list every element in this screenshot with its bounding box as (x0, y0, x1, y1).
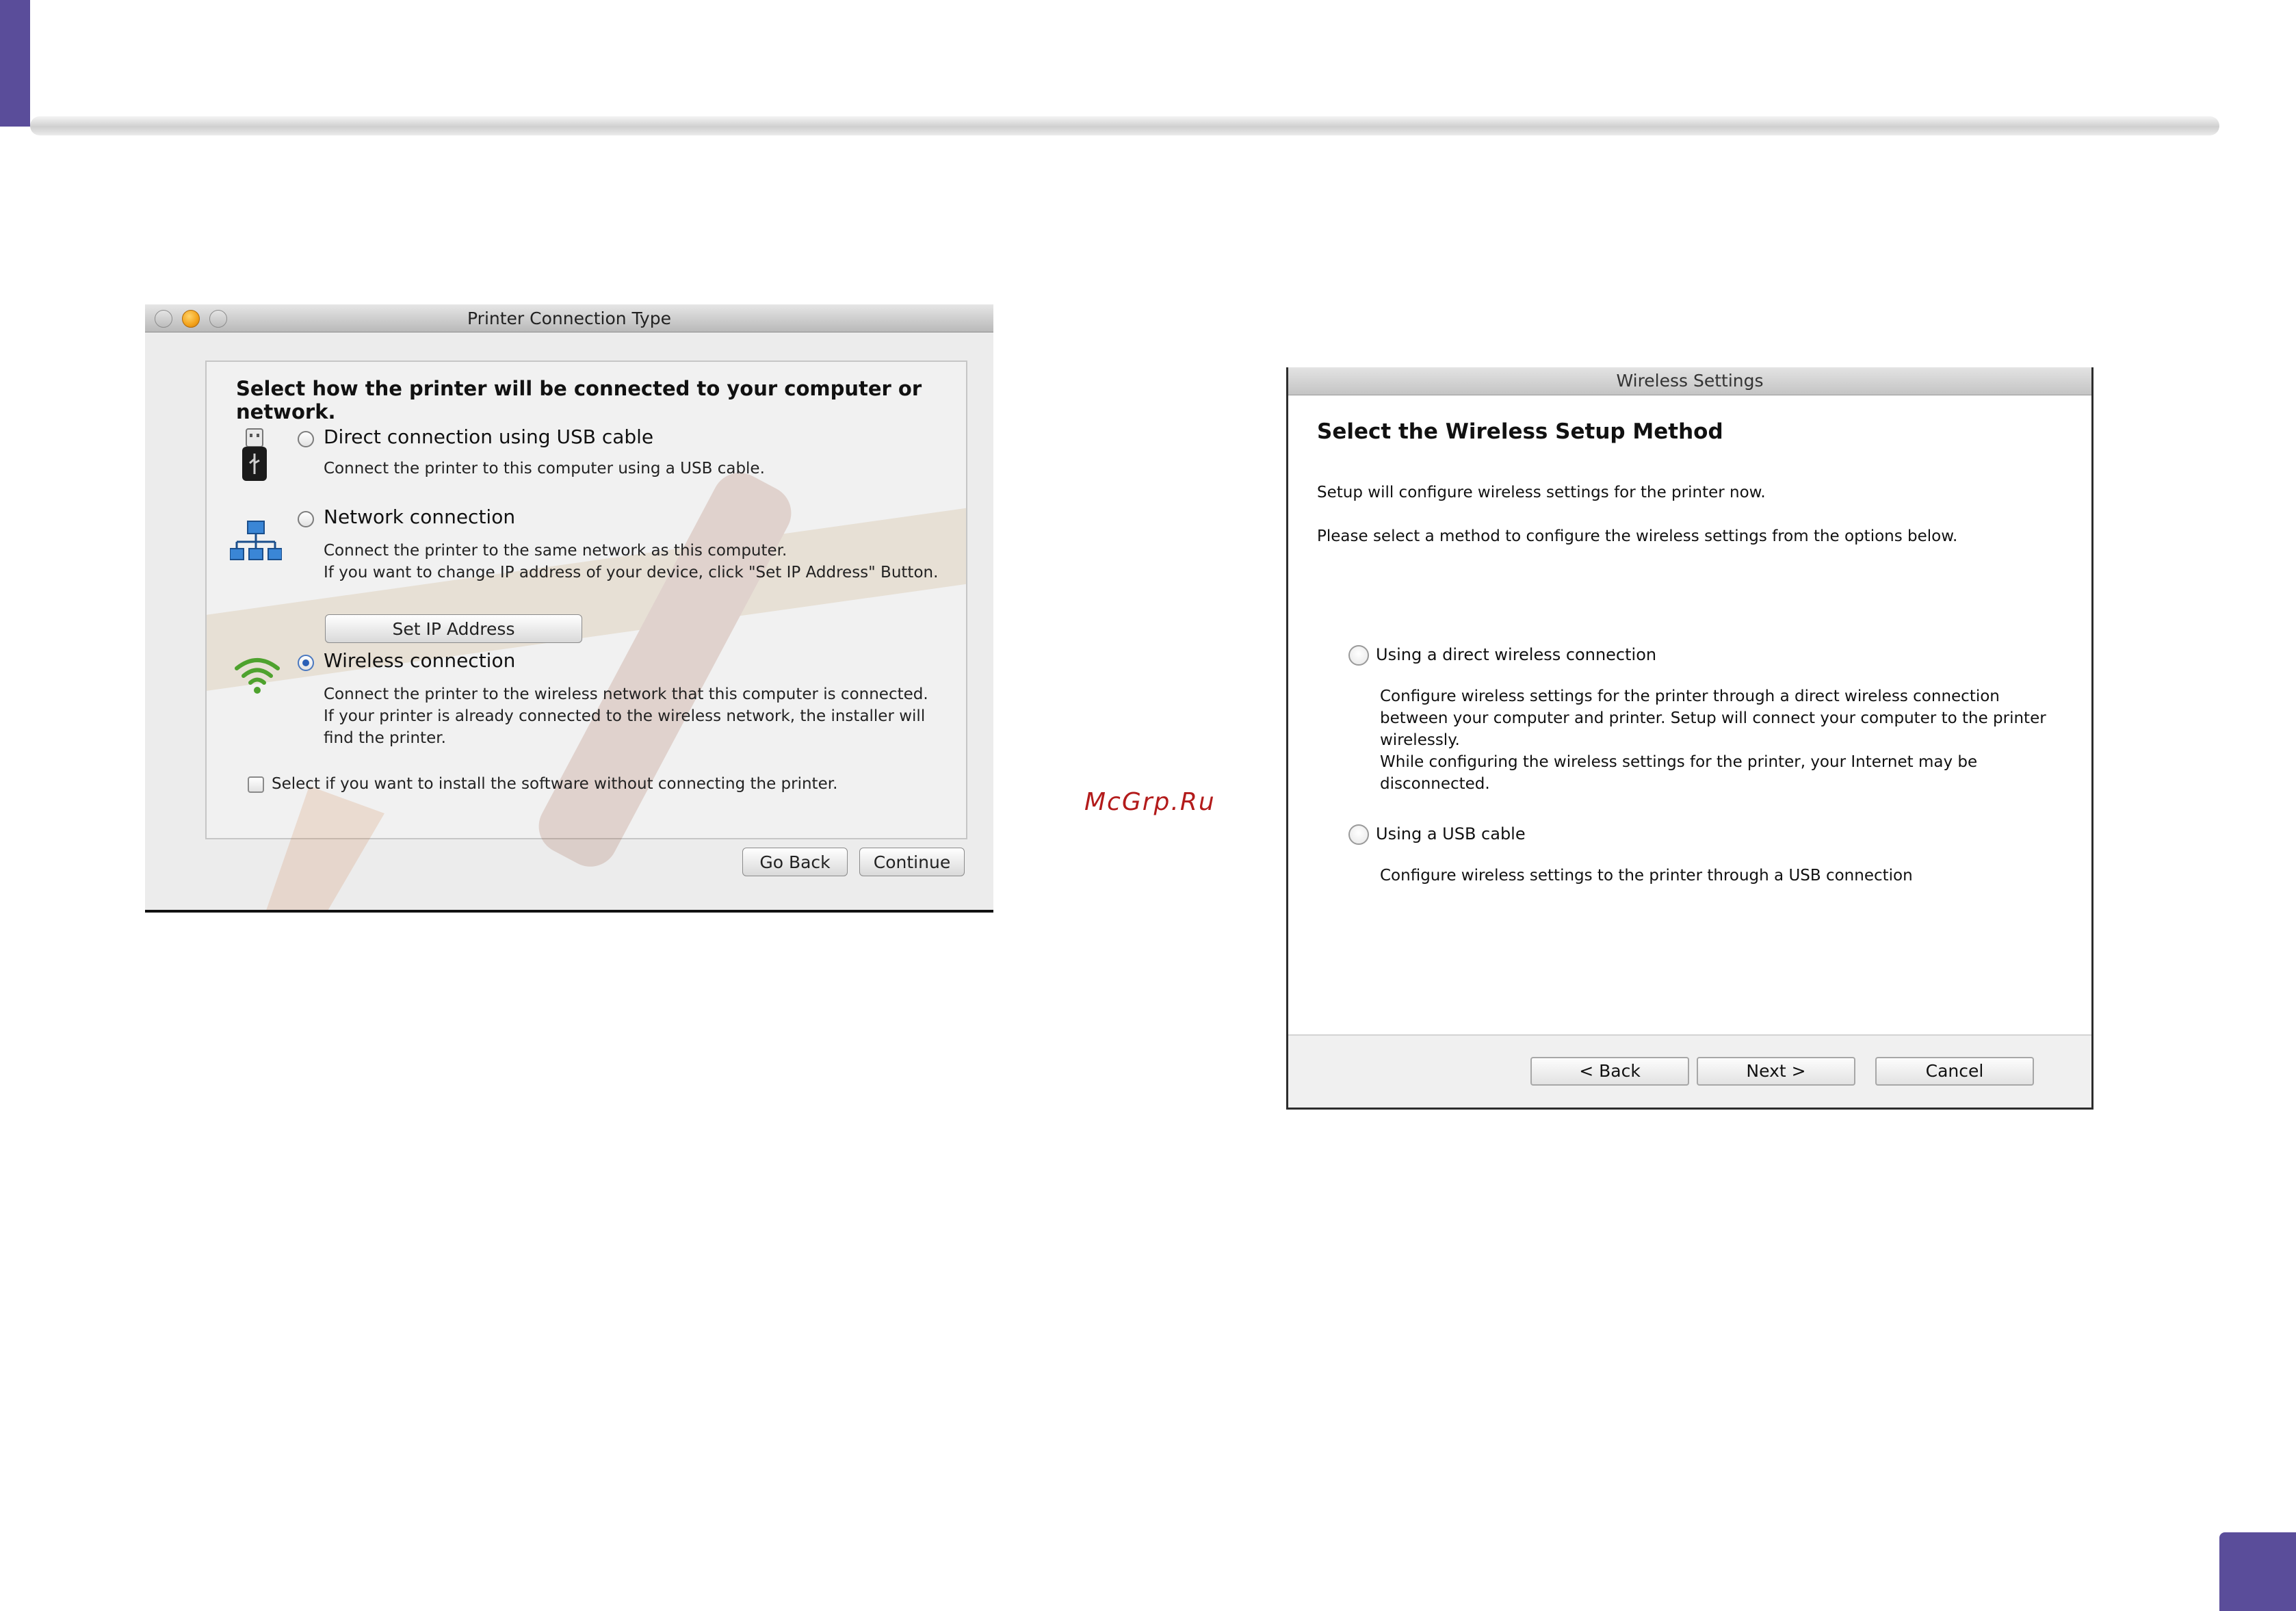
wireless-connection-label[interactable]: Wireless connection (324, 649, 516, 672)
intro-text-2: Please select a method to configure the wireless settings from the options below. (1317, 527, 1958, 545)
usb-connection-desc: Connect the printer to this computer using a USB cable. (324, 460, 765, 477)
network-connection-radio[interactable] (298, 511, 314, 527)
usb-cable-desc: Configure wireless settings to the printer through a USB connection (1380, 867, 1913, 885)
direct-wireless-radio[interactable] (1348, 645, 1369, 666)
go-back-button[interactable]: Go Back (742, 848, 848, 876)
wifi-icon (234, 655, 281, 694)
install-without-connecting-checkbox[interactable] (248, 776, 264, 793)
watermark-text: McGrp.Ru (1084, 788, 1216, 816)
network-connection-label[interactable]: Network connection (324, 506, 516, 528)
pencil-ruler-background-icon (207, 430, 966, 913)
page-number-tab (2219, 1532, 2296, 1611)
cancel-button[interactable]: Cancel (1875, 1057, 2034, 1086)
install-without-connecting-label[interactable]: Select if you want to install the software without connecting the printer. (272, 775, 838, 793)
intro-text-1: Setup will configure wireless settings for the printer now. (1317, 484, 1766, 501)
usb-cable-label[interactable]: Using a USB cable (1376, 824, 1526, 843)
wireless-connection-desc: Connect the printer to the wireless network that this computer is connected. If your printer is already connected to the wireless network, the installer will find the printer. (324, 685, 928, 747)
connection-heading: Select how the printer will be connected to your computer or network. (236, 377, 922, 423)
direct-wireless-desc: Configure wireless settings for the printer through a direct wireless connection between your computer and printer. Setup will connect your computer to the printer wirelessly. While configuring the wireless settings for the printer, your Internet may be disconnected. (1380, 687, 2046, 793)
usb-connection-label[interactable]: Direct connection using USB cable (324, 425, 654, 448)
back-button[interactable]: < Back (1530, 1057, 1689, 1086)
usb-cable-radio[interactable] (1348, 824, 1369, 845)
wireless-settings-dialog (1286, 367, 2093, 1110)
page-accent-tab-left (0, 0, 30, 127)
dialog-title: Wireless Settings (1616, 371, 1764, 391)
network-icon (230, 520, 282, 566)
setup-method-heading: Select the Wireless Setup Method (1317, 419, 1723, 444)
direct-wireless-label[interactable]: Using a direct wireless connection (1376, 645, 1657, 664)
dialog-titlebar[interactable] (1288, 367, 2091, 395)
continue-button[interactable]: Continue (859, 848, 965, 876)
set-ip-address-button[interactable]: Set IP Address (325, 614, 582, 643)
window-title: Printer Connection Type (467, 309, 671, 328)
usb-icon (239, 428, 270, 482)
next-button[interactable]: Next > (1697, 1057, 1855, 1086)
printer-connection-type-window (145, 304, 993, 913)
page-header-rule (30, 116, 2219, 135)
wireless-connection-radio[interactable] (298, 655, 314, 671)
usb-connection-radio[interactable] (298, 431, 314, 447)
window-titlebar[interactable] (145, 304, 993, 332)
network-connection-desc: Connect the printer to the same network as this computer. If you want to change IP address of your device, click "Set IP Address" Button. (324, 542, 939, 581)
